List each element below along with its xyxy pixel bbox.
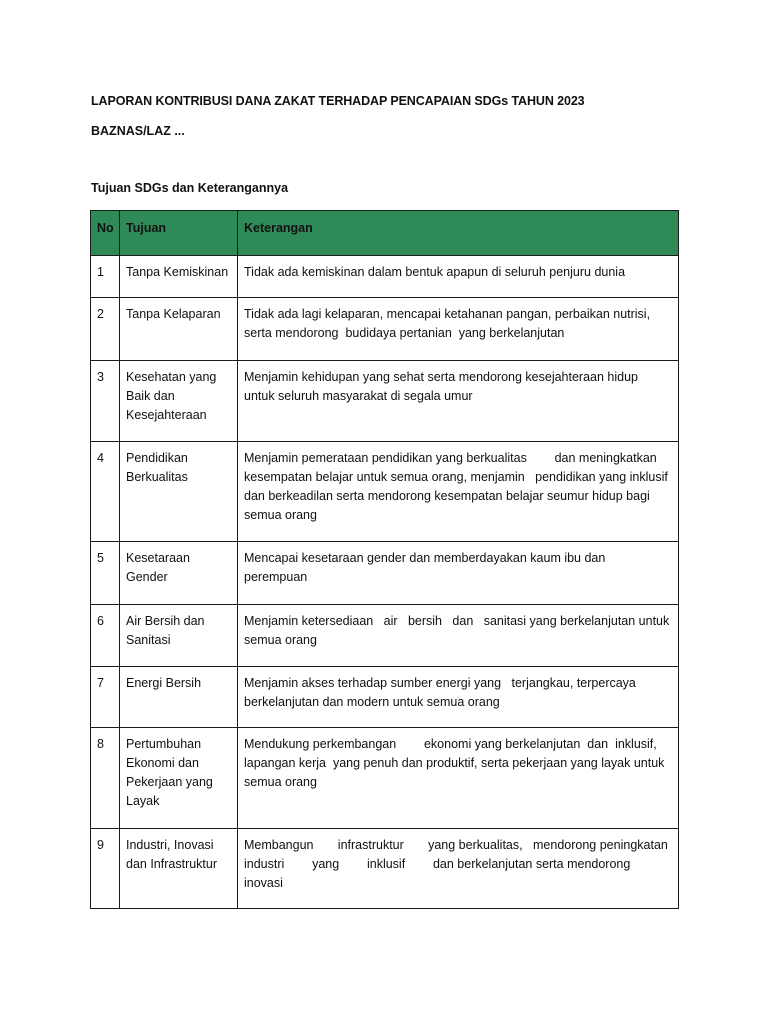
header-tujuan: Tujuan — [120, 211, 238, 256]
header-keterangan: Keterangan — [238, 211, 679, 256]
table-header-row — [91, 211, 679, 256]
table-row — [91, 361, 679, 442]
cell-tujuan: Tanpa Kemiskinan — [120, 256, 238, 298]
cell-no: 4 — [91, 442, 120, 542]
cell-tujuan: Air Bersih dan Sanitasi — [120, 605, 238, 667]
header-no: No — [91, 211, 120, 256]
cell-keterangan: Mencapai kesetaraan gender dan memberdayakan kaum ibu dan perempuan — [238, 542, 679, 605]
cell-tujuan: Pertumbuhan Ekonomi dan Pekerjaan yang Layak — [120, 728, 238, 829]
cell-no: 3 — [91, 361, 120, 442]
cell-keterangan: Menjamin pemerataan pendidikan yang berkualitas dan meningkatkan kesempatan belajar untuk semua orang, menjamin pendidikan yang inklusif dan berkeadilan serta mendorong kesempatan belajar seumur hidup bagi semua orang — [238, 442, 679, 542]
cell-tujuan: Industri, Inovasi dan Infrastruktur — [120, 829, 238, 909]
document-subtitle: BAZNAS/LAZ ... — [91, 124, 185, 138]
cell-keterangan: Mendukung perkembangan ekonomi yang berkelanjutan dan inklusif, lapangan kerja yang penuh dan produktif, serta pekerjaan yang layak untuk semua orang — [238, 728, 679, 829]
cell-keterangan: Menjamin kehidupan yang sehat serta mendorong kesejahteraan hidup untuk seluruh masyarakat di segala umur — [238, 361, 679, 442]
table-row — [91, 605, 679, 667]
table-row — [91, 442, 679, 542]
table-row — [91, 829, 679, 909]
table-row — [91, 298, 679, 361]
cell-no: 5 — [91, 542, 120, 605]
cell-tujuan: Pendidikan Berkualitas — [120, 442, 238, 542]
cell-keterangan: Tidak ada lagi kelaparan, mencapai ketahanan pangan, perbaikan nutrisi, serta mendorong budidaya pertanian yang berkelanjutan — [238, 298, 679, 361]
table-row — [91, 728, 679, 829]
cell-keterangan: Membangun infrastruktur yang berkualitas, mendorong peningkatan industri yang inklusif dan berkelanjutan serta mendorong inovasi — [238, 829, 679, 909]
cell-keterangan: Tidak ada kemiskinan dalam bentuk apapun di seluruh penjuru dunia — [238, 256, 679, 298]
cell-tujuan: Energi Bersih — [120, 667, 238, 728]
cell-keterangan: Menjamin ketersediaan air bersih dan sanitasi yang berkelanjutan untuk semua orang — [238, 605, 679, 667]
cell-no: 8 — [91, 728, 120, 829]
cell-tujuan: Tanpa Kelaparan — [120, 298, 238, 361]
table-row — [91, 256, 679, 298]
cell-no: 6 — [91, 605, 120, 667]
table-row — [91, 667, 679, 728]
sdg-table — [90, 210, 679, 909]
section-heading: Tujuan SDGs dan Keterangannya — [91, 181, 289, 195]
cell-keterangan: Menjamin akses terhadap sumber energi yang terjangkau, terpercaya berkelanjutan dan modern untuk semua orang — [238, 667, 679, 728]
cell-tujuan: Kesetaraan Gender — [120, 542, 238, 605]
cell-no: 9 — [91, 829, 120, 909]
cell-no: 1 — [91, 256, 120, 298]
cell-no: 7 — [91, 667, 120, 728]
document-title: LAPORAN KONTRIBUSI DANA ZAKAT TERHADAP PENCAPAIAN SDGs TAHUN 2023 — [91, 94, 585, 108]
cell-tujuan: Kesehatan yang Baik dan Kesejahteraan — [120, 361, 238, 442]
table-row — [91, 542, 679, 605]
cell-no: 2 — [91, 298, 120, 361]
